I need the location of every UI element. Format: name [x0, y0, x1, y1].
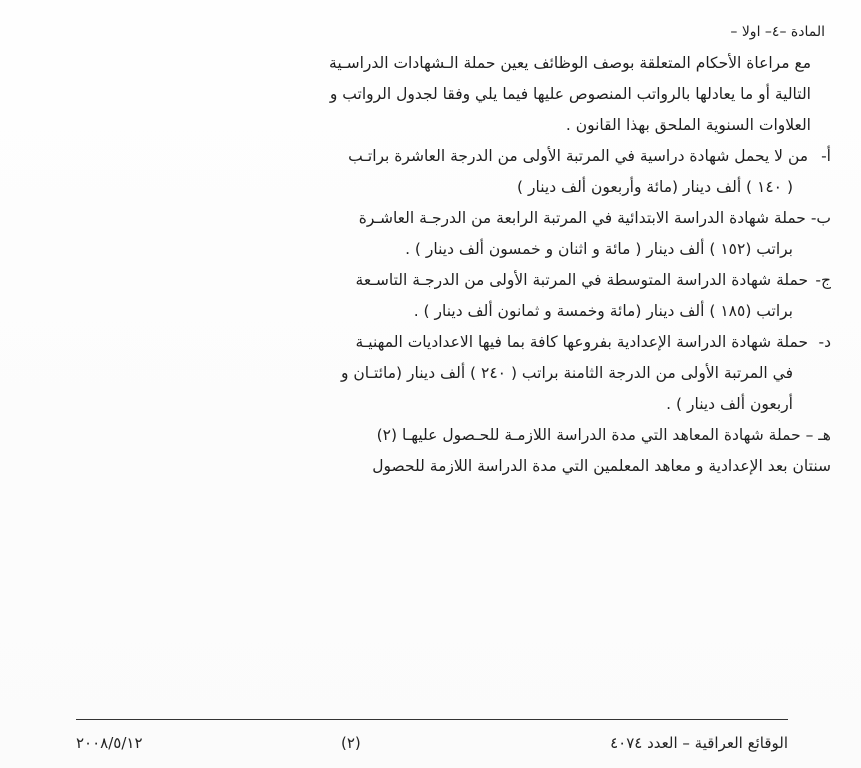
item-label: ج- [815, 271, 831, 289]
intro-line: التالية أو ما يعادلها بالرواتب المنصوص عليها فيما يلي وفقا لجدول الرواتب و [329, 85, 811, 103]
gazette-issue: الوقائع العراقية – العدد ٤٠٧٤ [610, 734, 788, 752]
item-text: حملة شهادة الدراسة الإعدادية بفروعها كافة بما فيها الاعداديات المهنيـة [355, 333, 809, 351]
item-text: حملة شهادة الدراسة المتوسطة في المرتبة الأولى من الدرجـة التاسـعة [355, 271, 809, 289]
intro-line: مع مراعاة الأحكام المتعلقة بوصف الوظائف يعين حملة الـشهادات الدراسـية [329, 54, 811, 72]
item-continuation: ( ١٤٠ ) ألف دينار (مائة وأربعون ألف دينار ) [517, 178, 793, 196]
page-number: (٢) [341, 734, 361, 752]
document-body [91, 22, 831, 482]
item-label: ب- [810, 209, 831, 227]
issue-date: ٢٠٠٨/٥/١٢ [76, 734, 143, 752]
item-label: هـ – [805, 426, 831, 444]
item-label: د- [818, 333, 831, 351]
item-continuation: براتب (١٨٥ ) ألف دينار (مائة وخمسة و ثمانون ألف دينار ) . [413, 302, 793, 320]
item-continuation: في المرتبة الأولى من الدرجة الثامنة براتب ( ٢٤٠ ) ألف دينار (مائتـان و [340, 364, 793, 382]
list-item-e [91, 420, 831, 482]
list-item-b [91, 203, 831, 265]
item-text: حملة شهادة المعاهد التي مدة الدراسة اللازمـة للحـصول عليهـا (٢) [376, 426, 801, 444]
item-label: أ- [821, 147, 831, 165]
footer-rule [76, 719, 788, 720]
list-item-d [91, 327, 831, 420]
item-continuation: سنتان بعد الإعدادية و معاهد المعلمين التي مدة الدراسة اللازمة للحصول [372, 457, 831, 475]
page-footer [76, 734, 788, 758]
intro-line: العلاوات السنوية الملحق بهذا القانون . [565, 116, 811, 134]
item-continuation: أربعون ألف دينار ) . [666, 395, 793, 413]
list-item-a [91, 141, 831, 203]
article-heading: المادة –٤– اولا – [730, 24, 825, 40]
list-item-c [91, 265, 831, 327]
item-continuation: براتب (١٥٢ ) ألف دينار ( مائة و اثنان و خمسون ألف دينار ) . [405, 240, 793, 258]
intro-paragraph [91, 48, 831, 141]
item-text: حملة شهادة الدراسة الابتدائية في المرتبة الرابعة من الدرجـة العاشـرة [358, 209, 806, 227]
item-text: من لا يحمل شهادة دراسية في المرتبة الأولى من الدرجة العاشرة براتـب [348, 147, 809, 165]
